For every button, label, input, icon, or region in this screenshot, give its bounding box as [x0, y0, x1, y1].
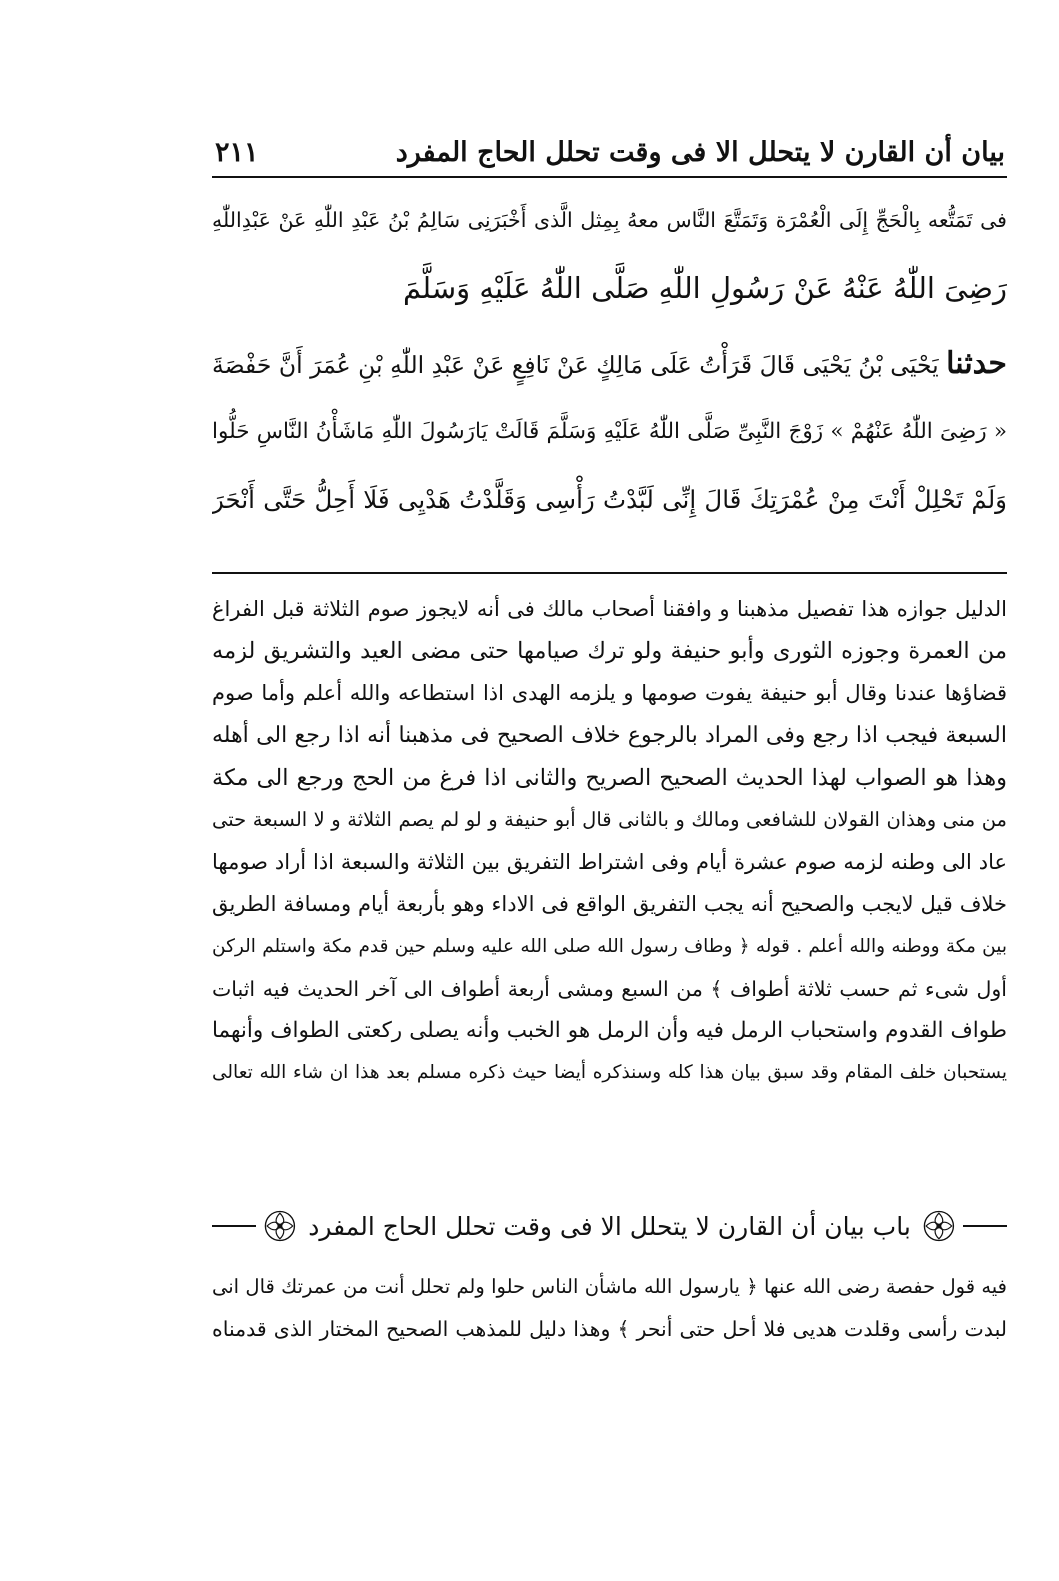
header-rule [212, 176, 1007, 178]
commentary-line: يستحبان خلف المقام وقد سبق بيان هذا كله وسنذكره أيضا حيث ذكره مسلم بعد هذا ان شاء الله تعالى [212, 1062, 1007, 1084]
commentary-line: طواف القدوم واستحباب الرمل فيه وأن الرمل هو الخبب وأنه يصلى ركعتى الطواف وأنهما [212, 1017, 1007, 1043]
commentary-line: بين مكة ووطنه والله أعلم . قوله ﴿ وطاف رسول الله صلى الله عليه وسلم حين قدم مكة واستلم الركن [212, 935, 1007, 957]
floral-ornament-icon [262, 1205, 298, 1247]
running-head [215, 128, 1005, 176]
commentary-line: من العمرة وجوزه الثورى وأبو حنيفة ولو ترك صيامها حتى مضى العيد والتشريق لزمه [212, 638, 1007, 665]
commentary-line: خلاف قيل لايجب والصحيح أنه يجب التفريق الواقع فى الاداء وهو بأربعة أيام ومسافة الطريق [212, 892, 1007, 917]
commentary-line: من منى وهذان القولان للشافعى ومالك و بالثانى قال أبو حنيفة و لو لم يصم الثلاثة و لا السبعة حتى [212, 807, 1007, 831]
chapter-body-line: فيه قول حفصة رضى الله عنها ﴿ يارسول الله ماشأن الناس حلوا ولم تحلل أنت من عمرتك قال انى [212, 1275, 1007, 1298]
commentary-line: قضاؤها عندنا وقال أبو حنيفة يفوت صومها و يلزمه الهدى اذا استطاعه والله أعلم وأما صوم [212, 681, 1007, 706]
chapter-title: باب بيان أن القارن لا يتحلل الا فى وقت تحلل الحاج المفرد [308, 1211, 911, 1241]
hadith-line: « رَضِىَ اللّٰهُ عَنْهُمْ » زَوْجَ النَّبِىِّ صَلَّى اللّٰهُ عَلَيْهِ وَسَلَّمَ قَالَتْ يَارَسُولَ اللّٰهِ مَاشَأْنُ النَّاسِ حَلُّوا [212, 419, 1007, 444]
haddathana-word: حدثنا [946, 346, 1007, 381]
hadith-line: فى تَمَتُّعه بِالْحَجِّ إِلَى الْعُمْرَة وَتَمَتَّعَ النَّاس معهُ بِمِثل الَّذى أَخْبَرَنِى سَالِمُ بْنُ عَبْدِ اللّٰهِ عَنْ عَبْدِاللّٰهِ [212, 208, 1007, 232]
commentary-line: وهذا هو الصواب لهذا الحديث الصحيح الصريح والثانى اذا فرغ من الحج ورجع الى مكة [212, 764, 1007, 791]
section-rule [212, 572, 1007, 574]
chapter-dash [212, 1225, 256, 1227]
hadith-line [212, 330, 1007, 398]
hadith-line-text: يَحْيَى بْنُ يَحْيَى قَالَ قَرَأْتُ عَلَى مَالِكٍ عَنْ نَافِعٍ عَنْ عَبْدِ اللّٰهِ بْنِ عُمَرَ أَنَّ حَفْصَةَ [212, 351, 939, 379]
hadith-line: رَضِىَ اللّٰهُ عَنْهُ عَنْ رَسُولِ اللّٰهِ صَلَّى اللّٰهُ عَلَيْهِ وَسَلَّمَ [402, 271, 1007, 305]
commentary-line: عاد الى وطنه لزمه صوم عشرة أيام وفى اشتراط التفريق بين الثلاثة والسبعة اذا أراد صومها [212, 850, 1007, 875]
page-number: ٢١١ [215, 136, 259, 168]
chapter-body-text [212, 1266, 1007, 1350]
commentary-line: السبعة فيجب اذا رجع وفى المراد بالرجوع خلاف الصحيح فى مذهبنا أنه اذا رجع الى أهله [212, 722, 1007, 748]
floral-ornament-icon [921, 1205, 957, 1247]
commentary-text [212, 588, 1007, 1094]
hadith-line: وَلَمْ تَحْلِلْ أَنْتَ مِنْ عُمْرَتِكَ قَالَ إِنِّى لَبَّدْتُ رَأْسِى وَقَلَّدْتُ هَدْيِى فَلَا أَحِلُّ حَتَّى أَنْحَرَ [212, 485, 1007, 514]
chapter-heading [212, 1196, 1007, 1256]
hadith-text [212, 186, 1007, 534]
chapter-body-line: لبدت رأسى وقلدت هديى فلا أحل حتى أنحر ﴾ وهذا دليل للمذهب الصحيح المختار الذى قدمناه [212, 1317, 1007, 1342]
chapter-dash [963, 1225, 1007, 1227]
running-title: بيان أن القارن لا يتحلل الا فى وقت تحلل الحاج المفرد [395, 136, 1005, 168]
commentary-line: أول شىء ثم حسب ثلاثة أطواف ﴾ من السبع ومشى أربعة أطواف الى آخر الحديث فيه اثبات [212, 976, 1007, 1001]
commentary-line: الدليل جوازه هذا تفصيل مذهبنا و وافقنا أصحاب مالك فى أنه لايجوز صوم الثلاثة قبل الفراغ [212, 597, 1007, 621]
